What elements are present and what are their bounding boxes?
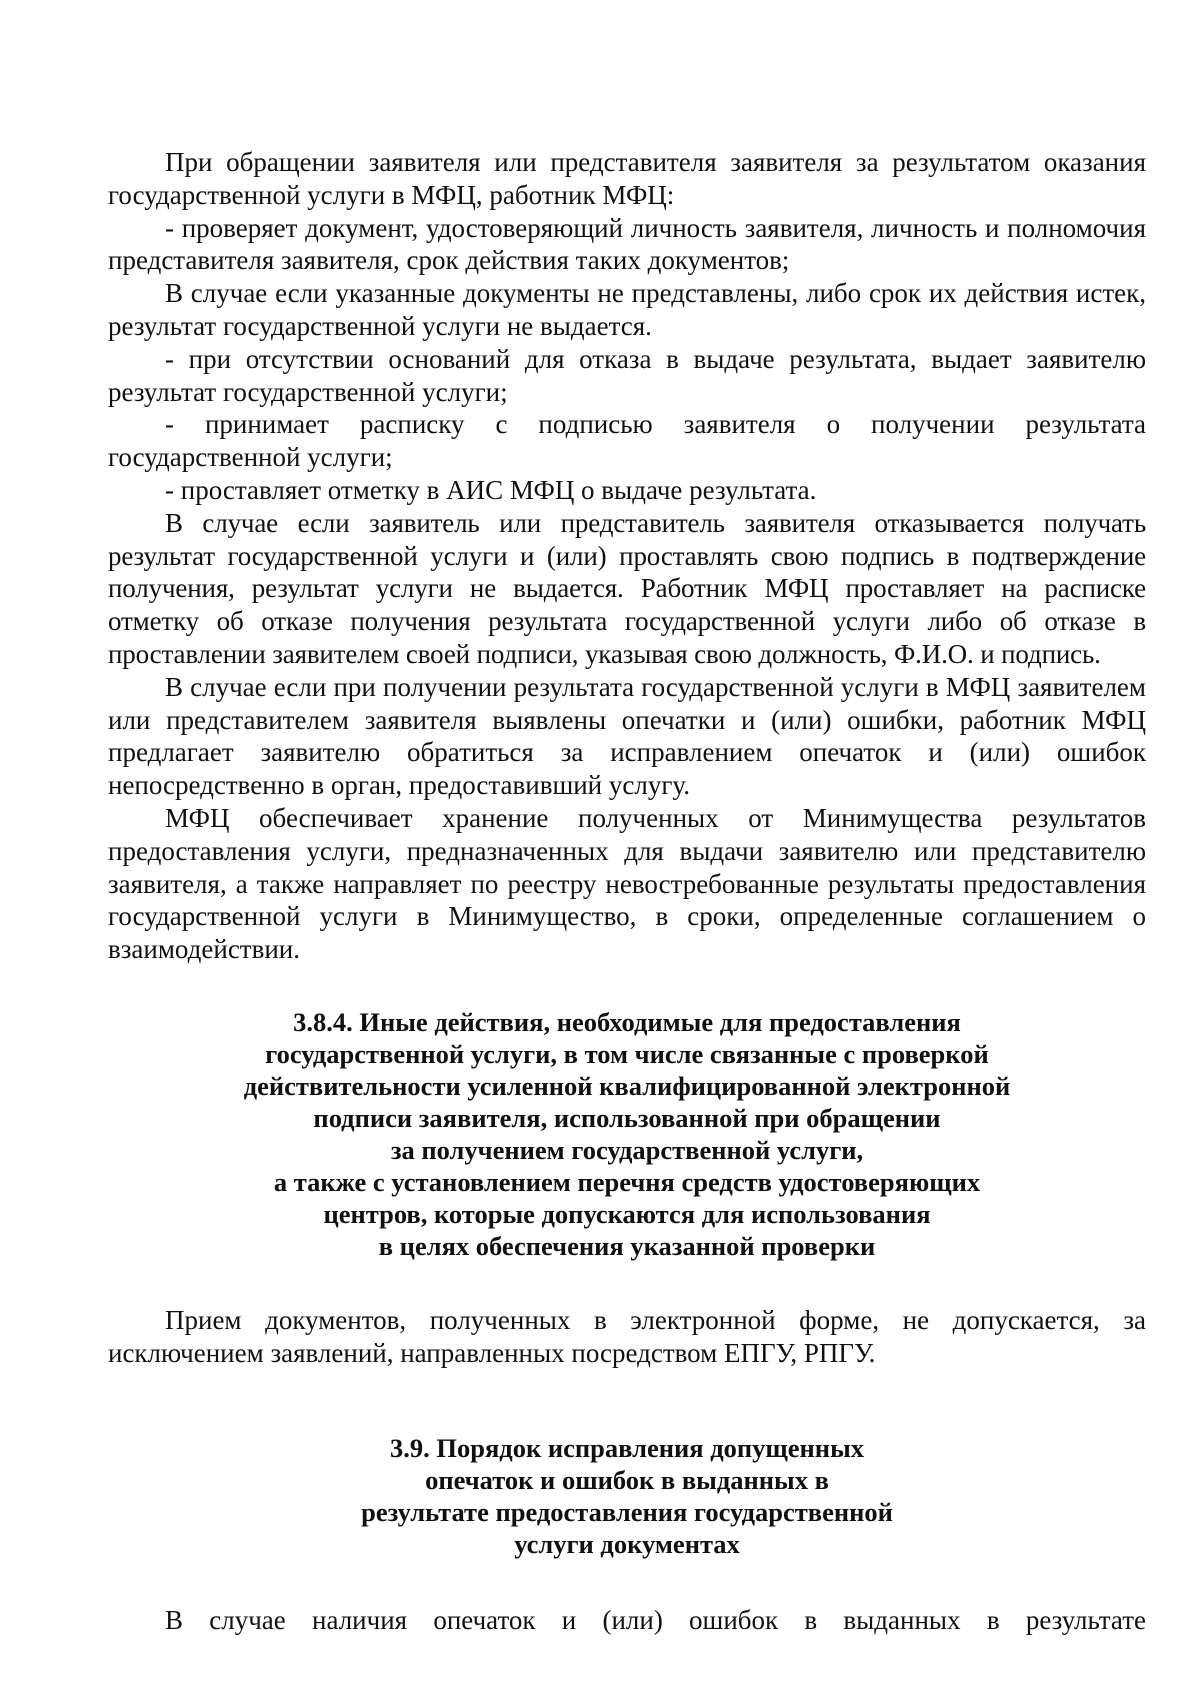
heading-line: услуги документах (514, 1528, 740, 1559)
heading-line: 3.8.4. Иные действия, необходимые для предоставления (293, 1006, 961, 1037)
paragraph-typos-found: В случае если при получении результата государственной услуги в МФЦ заявителем или представителем заявителя выявлены опечатки и (или) ошибки, работник МФЦ предлагает заявителю обратиться за исправлением опечаток и (или) ошибок непосредственно в орган, предоставивший услугу. (108, 671, 1146, 801)
paragraph-issue-result: - при отсутствии оснований для отказа в выдаче результата, выдает заявителю результат государственной услуги; (108, 343, 1146, 407)
heading-line: а также с установлением перечня средств удостоверяющих (273, 1166, 981, 1197)
heading-line: за получением государственной услуги, (390, 1134, 864, 1165)
heading-line: опечаток и ошибок в выданных в (425, 1464, 829, 1495)
paragraph-ais-mark: - проставляет отметку в АИС МФЦ о выдаче результата. (165, 474, 817, 505)
heading-line: в целях обеспечения указанной проверки (378, 1230, 876, 1261)
paragraph-check-identity: - проверяет документ, удостоверяющий личность заявителя, личность и полномочия представителя заявителя, срок действия таких документов; (108, 212, 1146, 276)
paragraph-refusal: В случае если заявитель или представитель заявителя отказывается получать результат государственной услуги и (или) проставлять свою подпись в подтверждение получения, результат услуги не выдается. Работник МФЦ проставляет на расписке отметку об отказе получения результата государственной услуги либо об отказе в проставлении заявителем своей подписи, указывая свою должность, Ф.И.О. и подпись. (108, 507, 1146, 669)
section-heading-3-9 (108, 1432, 1146, 1560)
heading-line: подписи заявителя, использованной при обращении (313, 1102, 941, 1133)
section-heading-3-8-4 (108, 1006, 1146, 1262)
paragraph-documents-absent: В случае если указанные документы не представлены, либо срок их действия истек, результат государственной услуги не выдается. (108, 278, 1146, 341)
paragraph-typos-correction: В случае наличия опечаток и (или) ошибок в выданных в результате (165, 1604, 1146, 1635)
heading-line: результате предоставления государственной (361, 1496, 893, 1527)
heading-line: центров, которые допускаются для использования (323, 1198, 931, 1229)
paragraph-electronic-documents: Прием документов, полученных в электронной форме, не допускается, за исключением заявлений, направленных посредством ЕПГУ, РПГУ. (108, 1304, 1146, 1368)
paragraph-storage: МФЦ обеспечивает хранение полученных от Минимущества результатов предоставления услуги, предназначенных для выдачи заявителю или представителю заявителя, а также направляет по реестру невостребованные результаты предоставления государственной услуги в Минимущество, в сроки, определенные соглашением о взаимодействии. (108, 802, 1146, 965)
heading-line: государственной услуги, в том числе связанные с проверкой (265, 1038, 989, 1069)
paragraph-receipt-signature: - принимает расписку с подписью заявителя о получении результата государственной услуги; (108, 409, 1146, 473)
heading-line: 3.9. Порядок исправления допущенных (389, 1432, 865, 1463)
heading-line: действительности усиленной квалифицированной электронной (243, 1070, 1011, 1101)
paragraph-mfc-request: При обращении заявителя или представителя заявителя за результатом оказания государственной услуги в МФЦ, работник МФЦ: (108, 147, 1146, 210)
document-page (108, 146, 1146, 1636)
